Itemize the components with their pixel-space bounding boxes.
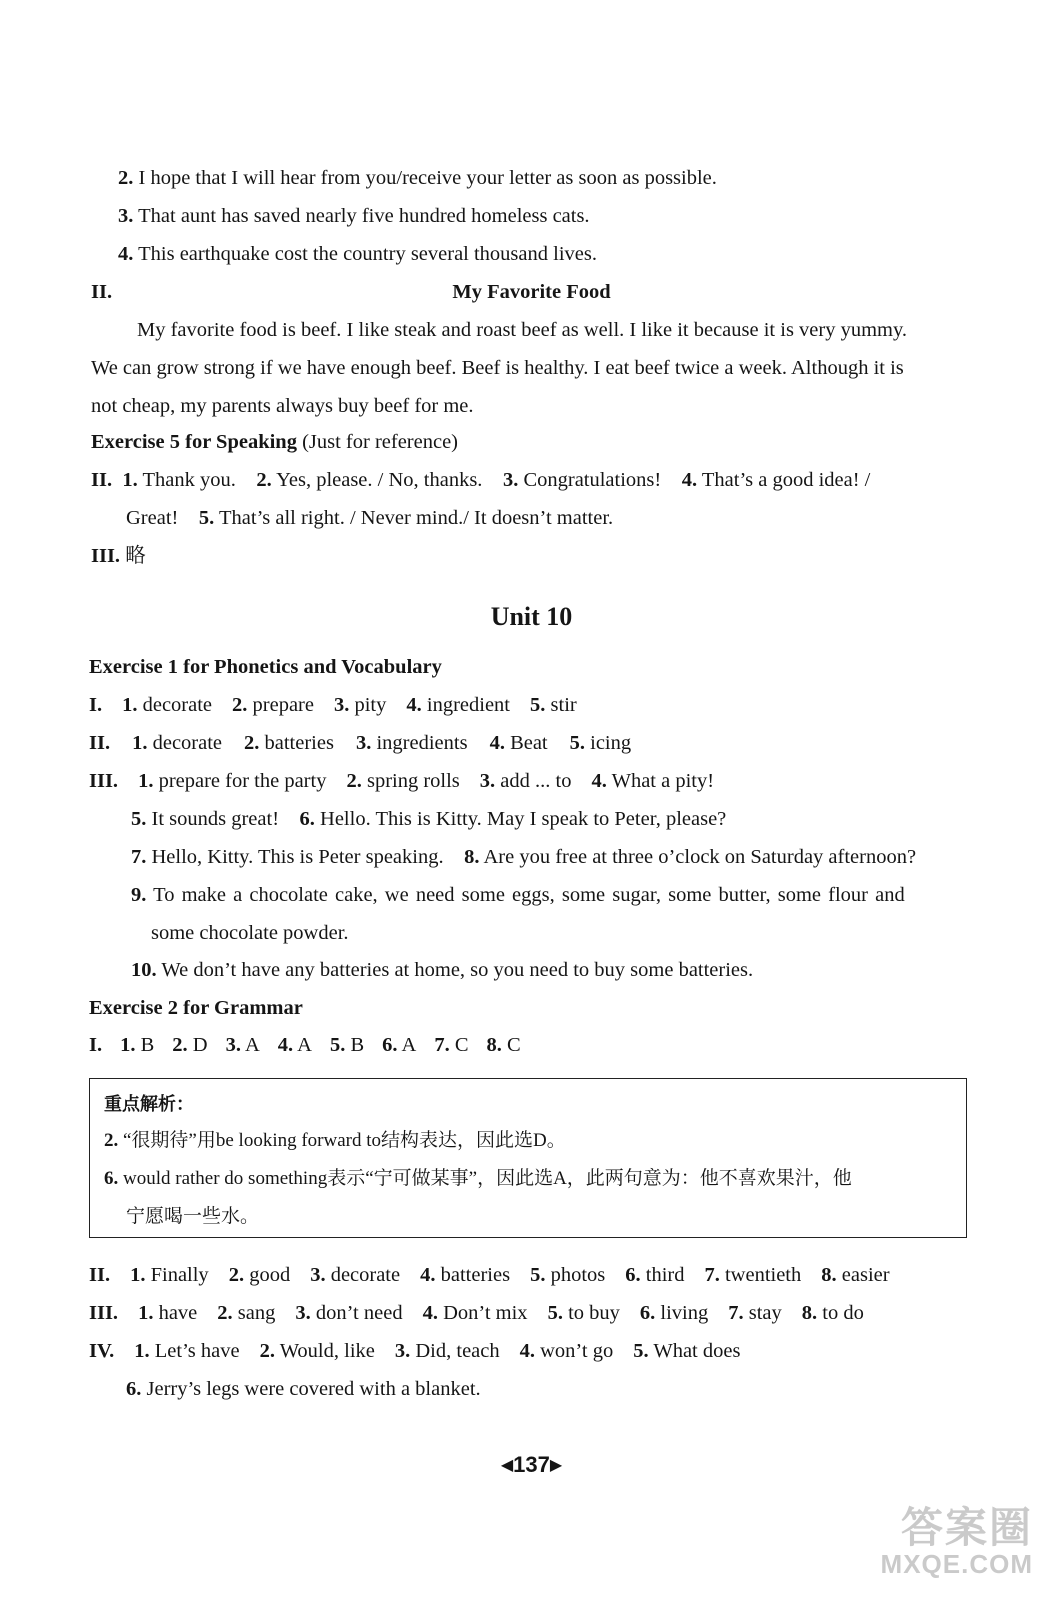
answer-item: 4. won’t go: [519, 1340, 614, 1362]
analysis-line-6-cont: 宁愿喝一些水。: [126, 1206, 260, 1227]
answer-item: 2. good: [228, 1264, 291, 1286]
row-numeral: III.: [89, 1302, 119, 1324]
answer-line-3: 3. That aunt has saved nearly five hundred homeless cats.: [118, 205, 590, 227]
row-numeral: I.: [89, 1034, 103, 1056]
exercise-2-row-iii: [89, 1300, 864, 1326]
analysis-line-6: 6. would rather do something表示“宁可做某事”，因此选A，此两句意为：他不喜欢果汁，他: [104, 1168, 852, 1189]
answer-item: 5. What does: [633, 1340, 741, 1362]
essay-line-2: We can grow strong if we have enough beef. Beef is healthy. I eat beef twice a week. Although it is: [91, 357, 904, 379]
answer-item: 6. A: [382, 1034, 417, 1056]
watermark: [881, 1506, 1033, 1578]
answer-item: 7. stay: [728, 1302, 782, 1324]
answer-item: 3. A: [225, 1034, 260, 1056]
answer-item: 2. Would, like: [259, 1340, 375, 1362]
analysis-line-2: 2. “很期待”用be looking forward to结构表达，因此选D。: [104, 1130, 566, 1151]
exercise-5-row-ii: II. 1. Thank you. 2. Yes, please. / No, thanks. 3. Congratulations! 4. That’s a good idea! /: [91, 469, 871, 491]
right-triangle-icon: ▶: [549, 1457, 563, 1474]
section-numeral-ii: II.: [91, 281, 113, 303]
answer-item: 7. twentieth: [704, 1264, 802, 1286]
row-numeral: II.: [89, 1264, 111, 1286]
answer-item: 3. add ... to: [479, 770, 572, 792]
answer-item: 6. third: [625, 1264, 685, 1286]
answer-item: 2. D: [172, 1034, 208, 1056]
essay-title: My Favorite Food: [452, 281, 611, 303]
answer-line-4: 4. This earthquake cost the country several thousand lives.: [118, 243, 597, 265]
unit-title: Unit 10: [490, 602, 573, 631]
exercise-1-row-i: [89, 692, 577, 718]
answer-item: 4. Don’t mix: [422, 1302, 528, 1324]
answer-item: 1. B: [120, 1034, 155, 1056]
exercise-2-row-i: [89, 1032, 521, 1058]
essay-line-1: My favorite food is beef. I like steak and roast beef as well. I like it because it is very yummy.: [137, 319, 908, 341]
analysis-heading: 重点解析：: [104, 1094, 194, 1115]
answer-item: 4. batteries: [420, 1264, 511, 1286]
watermark-url: MXQE.COM: [880, 1549, 1033, 1579]
answer-item: 7. C: [434, 1034, 469, 1056]
exercise-5-heading: Exercise 5 for Speaking (Just for reference): [91, 431, 459, 453]
answer-item: 3. pity: [333, 694, 387, 716]
row-numeral: III.: [89, 770, 119, 792]
answer-item: 4. Beat: [489, 732, 548, 754]
answer-item: 5. stir: [530, 694, 577, 716]
answer-item: 3. don’t need: [295, 1302, 403, 1324]
answer-item: 8. C: [486, 1034, 521, 1056]
answer-item: 5. B: [329, 1034, 365, 1056]
watermark-logo-text: 答案圈: [900, 1504, 1033, 1551]
answer-item: 5. photos: [530, 1264, 606, 1286]
answer-item: 5. to buy: [547, 1302, 620, 1324]
answer-item: 1. prepare for the party: [138, 770, 327, 792]
exercise-1-line-9: 9. To make a chocolate cake, we need some eggs, some sugar, some butter, some flour and: [131, 884, 905, 906]
left-triangle-icon: ◀: [500, 1457, 514, 1474]
exercise-1-row-iii: [89, 768, 714, 794]
answer-item: 6. living: [639, 1302, 709, 1324]
answer-item: 2. prepare: [232, 694, 314, 716]
answer-line-2: 2. I hope that I will hear from you/receive your letter as soon as possible.: [118, 167, 717, 189]
exercise-1-line-5-6: 5. It sounds great! 6. Hello. This is Kitty. May I speak to Peter, please?: [131, 808, 727, 830]
answer-item: 1. decorate: [132, 732, 223, 754]
exercise-1-line-9-cont: some chocolate powder.: [151, 922, 349, 944]
row-numeral: II.: [89, 732, 111, 754]
exercise-1-line-10: 10. We don’t have any batteries at home, so you need to buy some batteries.: [131, 959, 754, 981]
exercise-1-row-ii: [89, 730, 631, 756]
answer-item: 8. to do: [801, 1302, 864, 1324]
answer-item: 5. icing: [569, 732, 632, 754]
page-number: ◀137▶: [500, 1452, 563, 1477]
row-numeral: I.: [89, 694, 103, 716]
row-numeral: IV.: [89, 1340, 115, 1362]
essay-line-3: not cheap, my parents always buy beef for me.: [91, 395, 474, 417]
exercise-1-line-7-8: 7. Hello, Kitty. This is Peter speaking. 8. Are you free at three o’clock on Saturday afternoon?: [131, 846, 917, 868]
exercise-5-row-ii-cont: Great! 5. That’s all right. / Never mind./ It doesn’t matter.: [126, 507, 614, 529]
answer-item: 8. easier: [821, 1264, 890, 1286]
answer-item: 4. ingredient: [406, 694, 511, 716]
exercise-1-heading: Exercise 1 for Phonetics and Vocabulary: [89, 656, 442, 678]
answer-item: 4. A: [277, 1034, 312, 1056]
answer-item: 2. batteries: [244, 732, 334, 754]
answer-item: 3. Did, teach: [394, 1340, 500, 1362]
answer-item: 1. decorate: [122, 694, 213, 716]
answer-item: 3. decorate: [310, 1264, 401, 1286]
exercise-2-heading: Exercise 2 for Grammar: [89, 997, 303, 1019]
exercise-5-row-iii: III. 略: [91, 545, 146, 567]
answer-item: 1. Finally: [130, 1264, 209, 1286]
answer-item: 4. What a pity!: [591, 770, 715, 792]
answer-item: 2. sang: [217, 1302, 276, 1324]
exercise-2-row-ii: [89, 1262, 890, 1288]
exercise-2-line-6: 6. Jerry’s legs were covered with a blanket.: [126, 1378, 481, 1400]
answer-item: 3. ingredients: [355, 732, 468, 754]
answer-item: 1. have: [138, 1302, 198, 1324]
answer-item: 2. spring rolls: [346, 770, 460, 792]
answer-item: 1. Let’s have: [134, 1340, 240, 1362]
exercise-2-row-iv: [89, 1338, 740, 1364]
